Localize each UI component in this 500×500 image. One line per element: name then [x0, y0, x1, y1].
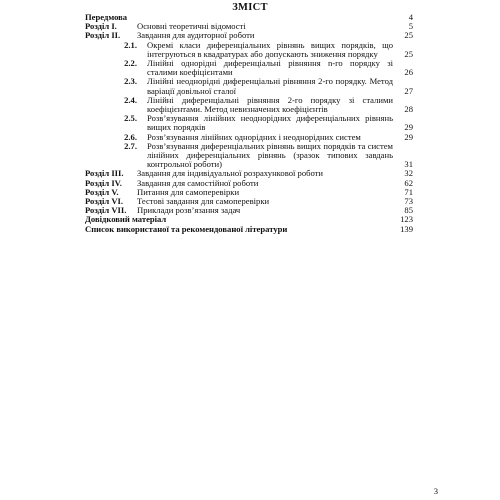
toc-entry [85, 77, 415, 95]
toc-entry-text: Питання для самоперевірки [137, 186, 240, 197]
toc-entry-text: Тестові завдання для самоперевірки [137, 196, 270, 207]
toc-entry-label: Розділ I. [85, 21, 117, 32]
toc-entry-text: Основні теоретичні відомості [137, 21, 246, 32]
toc-entry [85, 197, 415, 206]
toc-entry-label: 2.5. [124, 113, 137, 124]
toc-entry [85, 179, 415, 188]
toc-entry-label: Розділ VII. [85, 205, 127, 216]
toc-entry-title: Список використаної та рекомендованої літератури [85, 223, 288, 234]
toc-entry [85, 142, 415, 170]
toc-entry-text: Завдання для аудиторної роботи [137, 30, 255, 41]
toc-entry [85, 114, 415, 132]
toc-entry [85, 41, 415, 59]
toc-entry-text: Завдання для індивідуальної розрахункової роботи [137, 168, 324, 179]
toc-entry-label: Розділ V. [85, 186, 119, 197]
toc-entry-text: Розв’язування диференціальних рівнянь вищих порядків та систем лінійних диференціальних рівнянь (зразок типових завдань контрольної роботи) [147, 140, 393, 170]
page-number: 3 [433, 486, 438, 496]
toc-entry-page: 28 [404, 104, 413, 115]
toc-entry-page: 27 [404, 85, 413, 96]
toc-entry-label: Розділ III. [85, 168, 124, 179]
toc-entry-page: 25 [404, 48, 413, 59]
toc-entry-page: 73 [404, 196, 413, 207]
toc-entry-label: Розділ VI. [85, 196, 124, 207]
toc-entry-page: 139 [400, 223, 413, 234]
table-of-contents [85, 13, 415, 234]
toc-entry-page: 62 [404, 177, 413, 188]
toc-entry-page: 4 [408, 12, 413, 22]
toc-entry-page: 25 [404, 30, 413, 41]
toc-entry-page: 5 [408, 21, 413, 32]
toc-entry-page: 71 [404, 186, 413, 197]
toc-entry-label: 2.1. [124, 39, 137, 50]
toc-entry-label: 2.2. [124, 58, 137, 69]
toc-entry-label: 2.6. [124, 131, 137, 142]
page-title: ЗМІСТ [232, 2, 268, 13]
toc-entry-page: 123 [400, 214, 413, 225]
toc-entry-label: 2.4. [124, 94, 137, 105]
toc-entry-label: Розділ IV. [85, 177, 122, 188]
toc-entry-label: 2.3. [124, 76, 137, 87]
toc-entry-page: 29 [404, 131, 413, 142]
toc-entry-label: Розділ II. [85, 30, 121, 41]
toc-entry-page: 26 [404, 67, 413, 78]
toc-entry-text: Розв’язування лінійних однорідних і неоднорідних систем [147, 131, 361, 142]
toc-entry-label: 2.7. [124, 140, 137, 151]
toc-entry-title: Довідковий матеріал [85, 214, 167, 225]
toc-entry-title: Передмова [85, 12, 128, 22]
toc-entry-page: 31 [404, 159, 413, 170]
toc-entry [85, 59, 415, 77]
toc-entry-text: Приклади розв’язання задач [137, 205, 241, 216]
toc-entry-page: 85 [404, 205, 413, 216]
toc-entry-page: 29 [404, 122, 413, 133]
toc-entry-text: Окремі класи диференціальних рівнянь вищих порядків, що інтегруються в квадратурах або допускають зниження порядку [147, 39, 393, 59]
toc-entry-text: Лінійні однорідні диференціальні рівняння n-го порядку зі сталими коефіцієнтами [147, 58, 393, 78]
toc-entry-text: Лінійні диференціальні рівняння 2-го порядку зі сталими коефіцієнтами. Метод невизначених коефіцієнтів [147, 94, 393, 115]
toc-entry [85, 13, 415, 22]
toc-entry [85, 225, 415, 234]
toc-entry-text: Завдання для самостійної роботи [137, 177, 259, 188]
toc-entry-text: Розв’язування лінійних неоднорідних диференціальних рівнянь вищих порядків [147, 113, 393, 133]
document-page [85, 0, 415, 500]
toc-entry-page: 32 [404, 168, 413, 179]
toc-entry [85, 96, 415, 114]
toc-entry-text: Лінійні неоднорідні диференціальні рівняння 2-го порядку. Метод варіації довільної сталої [147, 76, 393, 96]
